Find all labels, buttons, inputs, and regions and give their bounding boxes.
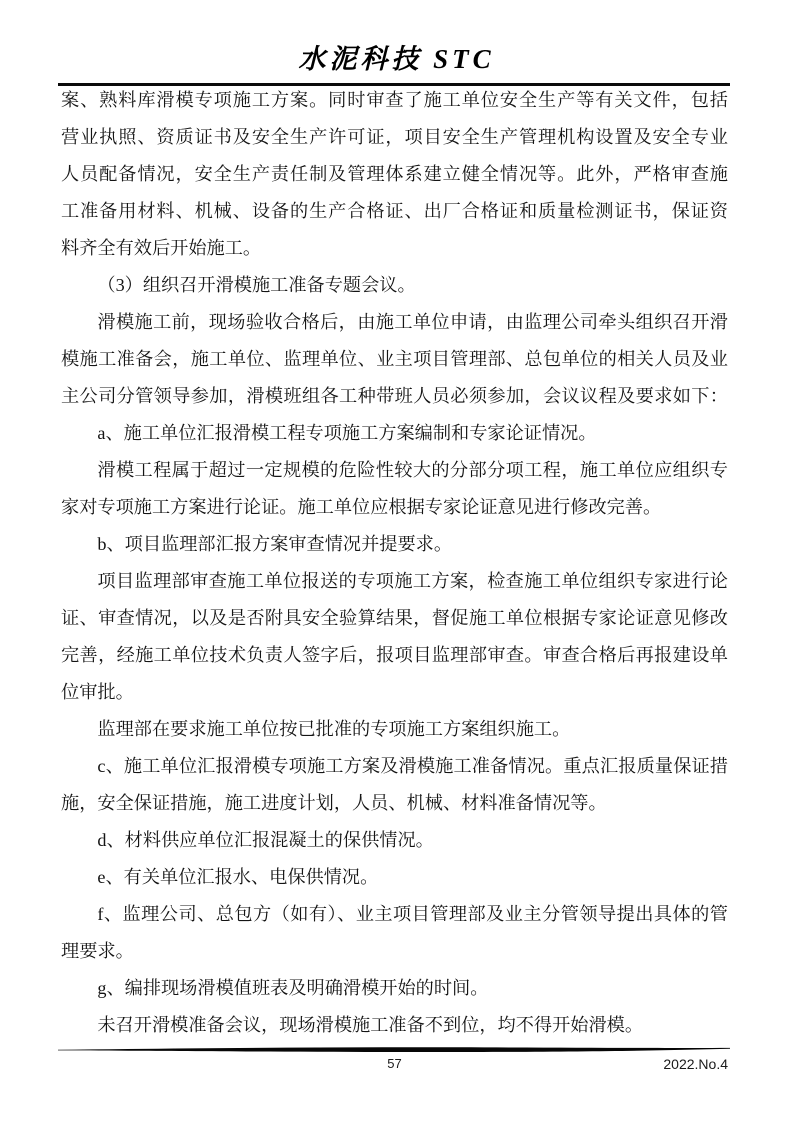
body-line: c、施工单位汇报滑模专项施工方案及滑模施工准备情况。重点汇报质量保证措: [97, 756, 728, 776]
body-line: 料齐全有效后开始施工。: [61, 238, 262, 258]
body-line: 滑模工程属于超过一定规模的危险性较大的分部分项工程，施工单位应组织专: [97, 460, 728, 480]
page-number: 57: [387, 1056, 402, 1071]
body-line: 滑模施工前，现场验收合格后，由施工单位申请，由监理公司牵头组织召开滑: [97, 312, 728, 332]
body-line: 工准备用材料、机械、设备的生产合格证、出厂合格证和质量检测证书，保证资: [61, 201, 728, 221]
body-line: d、材料供应单位汇报混凝土的保供情况。: [97, 830, 434, 850]
body-line: 监理部在要求施工单位按已批准的专项施工方案组织施工。: [97, 719, 571, 739]
body-line: 营业执照、资质证书及安全生产许可证，项目安全生产管理机构设置及安全专业: [61, 127, 728, 147]
body-line: （3）组织召开滑模施工准备专题会议。: [97, 275, 416, 295]
body-line: 模施工准备会，施工单位、监理单位、业主项目管理部、总包单位的相关人员及业: [61, 349, 728, 369]
body-line: f、监理公司、总包方（如有）、业主项目管理部及业主分管领导提出具体的管: [97, 904, 728, 924]
journal-title: 水泥科技 STC: [298, 44, 495, 74]
body-line: 人员配备情况，安全生产责任制及管理体系建立健全情况等。此外，严格审查施: [61, 164, 728, 184]
body-line: 位审批。: [61, 682, 134, 702]
issue-label: 2022.No.4: [663, 1056, 728, 1072]
body-line: 未召开滑模准备会议，现场滑模施工准备不到位，均不得开始滑模。: [97, 1015, 644, 1035]
body-line: a、施工单位汇报滑模工程专项施工方案编制和专家论证情况。: [97, 423, 597, 443]
body-line: 完善，经施工单位技术负责人签字后，报项目监理部审查。审查合格后再报建设单: [61, 645, 728, 665]
body-line: g、编排现场滑模值班表及明确滑模开始的时间。: [97, 978, 489, 998]
body-line: e、有关单位汇报水、电保供情况。: [97, 867, 379, 887]
body-line: 理要求。: [61, 941, 134, 961]
footer-rule: [58, 1046, 730, 1055]
body-text: [61, 82, 728, 1044]
body-line: 施，安全保证措施，施工进度计划，人员、机械、材料准备情况等。: [61, 793, 607, 813]
footer: [61, 1056, 728, 1074]
body-line: 家对专项施工方案进行论证。施工单位应根据专家论证意见进行修改完善。: [61, 497, 662, 517]
body-line: b、项目监理部汇报方案审查情况并提要求。: [97, 534, 453, 554]
body-line: 项目监理部审查施工单位报送的专项施工方案，检查施工单位组织专家进行论: [97, 571, 728, 591]
body-line: 证、审查情况，以及是否附具安全验算结果，督促施工单位根据专家论证意见修改: [61, 608, 728, 628]
body-line: 案、熟料库滑模专项施工方案。同时审查了施工单位安全生产等有关文件，包括: [61, 90, 728, 110]
body-line: 主公司分管领导参加，滑模班组各工种带班人员必须参加，会议议程及要求如下：: [61, 386, 728, 406]
